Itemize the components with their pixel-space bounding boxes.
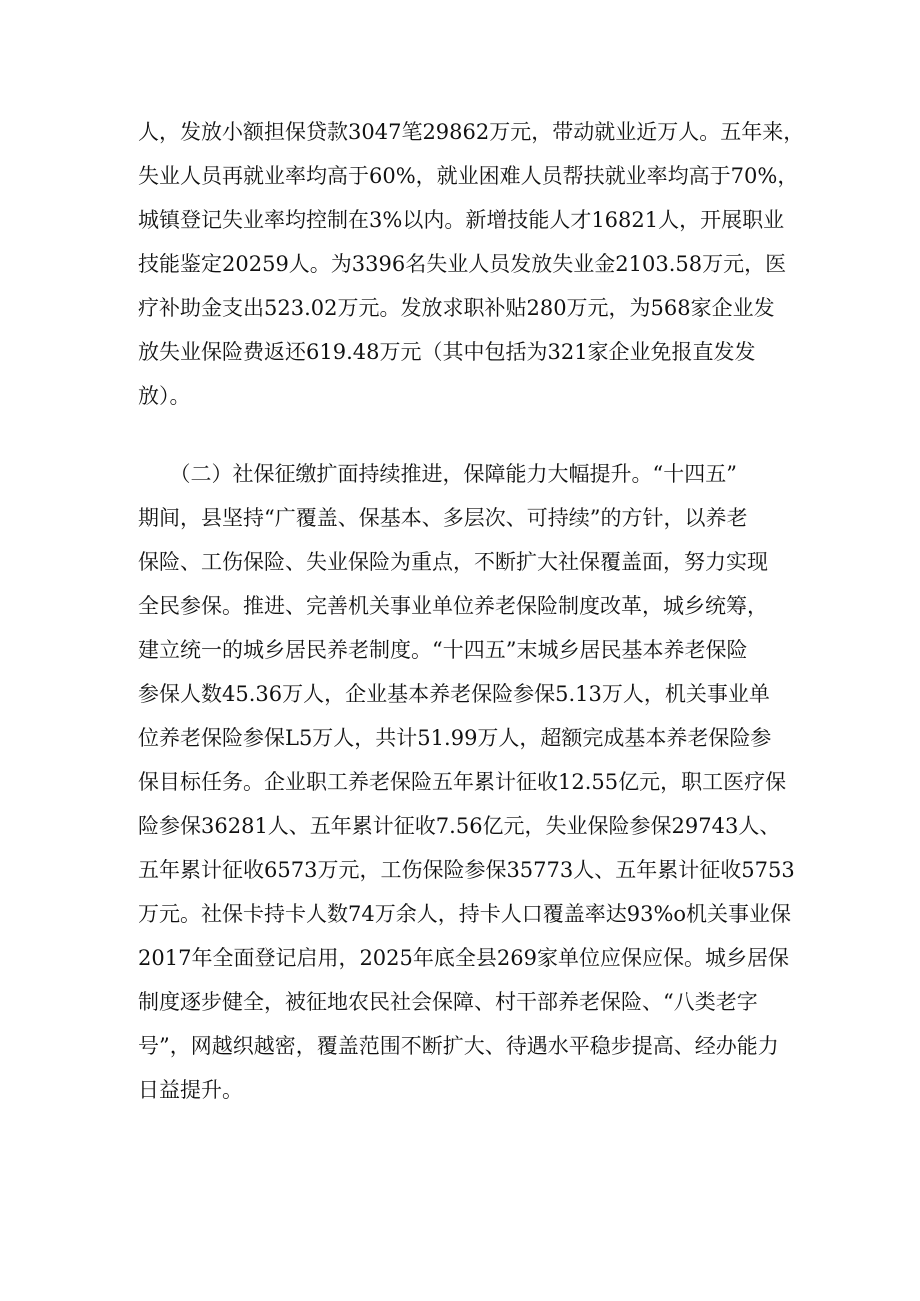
text-line: 人，发放小额担保贷款3047笔29862万元，带动就业近万人。五年来，	[138, 120, 805, 144]
text-line: 放）。	[138, 384, 191, 408]
text-line: 疗补助金支出523.02万元。发放求职补贴280万元，为568家企业发	[138, 296, 775, 320]
text-line: 全民参保。推进、完善机关事业单位养老保险制度改革，城乡统筹，	[138, 594, 768, 618]
text-line: 放失业保险费返还619.48万元（其中包括为321家企业免报直发发	[138, 340, 756, 364]
text-line: 技能鉴定20259人。为3396名失业人员发放失业金2103.58万元，医	[138, 252, 787, 276]
text-line: 建立统一的城乡居民养老制度。“十四五”末城乡居民基本养老保险	[138, 638, 748, 662]
section-heading-line: （二）社保征缴扩面持续推进，保障能力大幅提升。“十四五”	[138, 462, 737, 486]
text-line: 险参保36281人、五年累计征收7.56亿元，失业保险参保29743人、	[138, 814, 781, 838]
text-line: 失业人员再就业率均高于60%，就业困难人员帮扶就业率均高于70%，	[138, 164, 799, 188]
text-line: 保目标任务。企业职工养老保险五年累计征收12.55亿元，职工医疗保	[138, 770, 787, 794]
text-line: 参保人数45.36万人，企业基本养老保险参保5.13万人，机关事业单	[138, 682, 770, 706]
text-line: 日益提升。	[138, 1078, 243, 1102]
text-line: 万元。社保卡持卡人数74万余人，持卡人口覆盖率达93%o机关事业保	[138, 902, 792, 926]
text-line: 五年累计征收6573万元，工伤保险参保35773人、五年累计征收5753	[138, 858, 795, 882]
text-line: 城镇登记失业率均控制在3%以内。新增技能人才16821人，开展职业	[138, 208, 785, 232]
text-line: 制度逐步健全，被征地农民社会保障、村干部养老保险、“八类老字	[138, 990, 758, 1014]
text-line: 位养老保险参保L5万人，共计51.99万人，超额完成基本养老保险参	[138, 726, 772, 750]
paragraph-employment-stats	[138, 110, 805, 418]
text-line: 号”，网越织越密，覆盖范围不断扩大、待遇水平稳步提高、经办能力	[138, 1034, 779, 1058]
paragraph-social-insurance	[138, 452, 798, 1112]
text-line: 保险、工伤保险、失业保险为重点，不断扩大社保覆盖面，努力实现	[138, 550, 768, 574]
text-line: 期间，县坚持“广覆盖、保基本、多层次、可持续”的方针，以养老	[138, 506, 748, 530]
text-line: 2017年全面登记启用，2025年底全县269家单位应保应保。城乡居保	[138, 946, 789, 970]
